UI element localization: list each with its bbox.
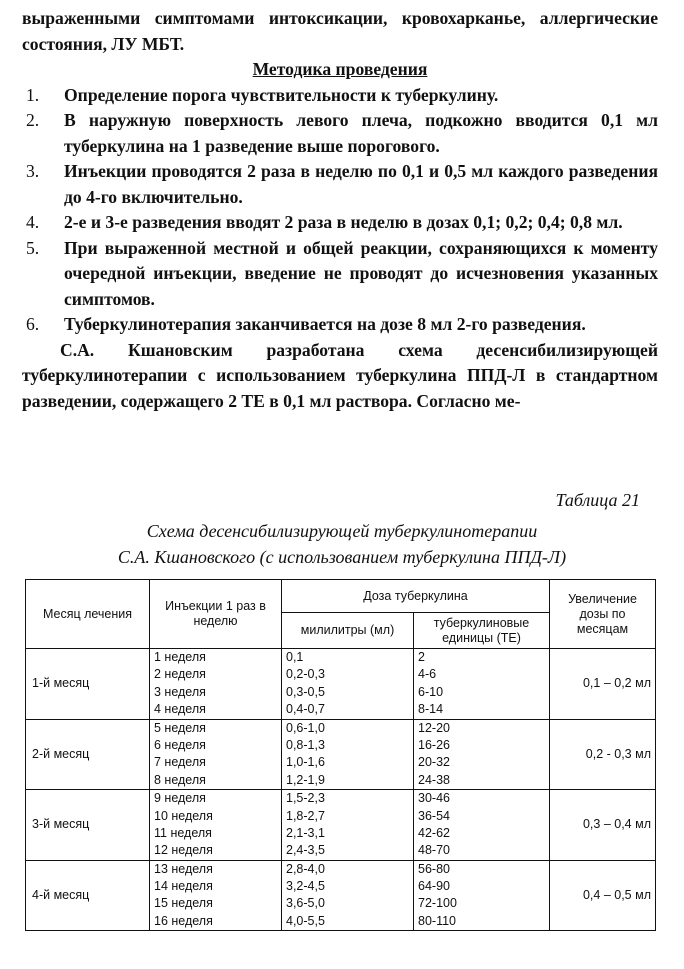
header-month: Месяц лечения <box>26 580 150 649</box>
header-te: туберкулиновые единицы (ТЕ) <box>414 613 550 649</box>
weeks-value: 15 неделя <box>154 896 213 911</box>
increase-cell: 0,2 - 0,3 мл <box>550 719 656 790</box>
weeks-value: 2 неделя <box>154 667 206 682</box>
te-value: 6-10 <box>418 684 444 699</box>
ml-value: 2,1-3,1 <box>286 825 325 840</box>
te-value: 64-90 <box>418 879 450 894</box>
list-item <box>22 210 658 236</box>
weeks-value: 6 неделя <box>154 737 206 752</box>
te-value: 12-20 <box>418 720 450 735</box>
increase-cell: 0,4 – 0,5 мл <box>550 860 656 931</box>
list-text: Инъекции проводятся 2 раза в неделю по 0,1 и 0,5 мл каждого разведения до 4-го включительно. <box>64 161 658 207</box>
month-cell: 2-й месяц <box>26 719 150 790</box>
weeks-value: 13 неделя <box>154 861 213 876</box>
ml-value: 1,8-2,7 <box>286 808 325 823</box>
intro-text: выраженными симптомами интоксикации, кровохарканье, аллергические состояния, ЛУ МБТ. <box>22 8 658 54</box>
header-injections: Инъекции 1 раз в неделю <box>150 580 282 649</box>
ml-value: 1,2-1,9 <box>286 772 325 787</box>
list-number: 4. <box>26 212 40 232</box>
te-cell <box>414 790 550 861</box>
list-number: 2. <box>26 110 40 130</box>
ml-value: 0,4-0,7 <box>286 702 325 717</box>
closing-paragraph: С.А. Кшановским разработана схема десенсибилизирующей туберкулинотерапии с использованием туберкулина ППД-Л в стандартном разведении, содержащего 2 ТЕ в 0,1 мл раствора. Согласно ме- <box>22 339 658 411</box>
ml-value: 3,2-4,5 <box>286 879 325 894</box>
te-value: 4-6 <box>418 667 437 682</box>
list-text: В наружную поверхность левого плеча, подкожно вводится 0,1 мл туберкулина на 1 разведение выше порогового. <box>64 110 658 156</box>
ml-value: 2,8-4,0 <box>286 861 325 876</box>
weeks-cell <box>150 860 282 931</box>
month-cell: 4-й месяц <box>26 860 150 931</box>
dosage-table <box>25 579 656 931</box>
list-item <box>22 312 658 338</box>
list-number: 1. <box>26 84 40 105</box>
te-value: 48-70 <box>418 843 450 858</box>
ml-value: 1,5-2,3 <box>286 791 325 806</box>
ml-value: 0,8-1,3 <box>286 737 325 752</box>
list-number: 5. <box>26 237 40 258</box>
table-caption-line-2: С.А. Кшановского (с использованием туберкулина ППД-Л) <box>117 547 567 567</box>
weeks-cell <box>150 719 282 790</box>
table-row <box>26 649 656 720</box>
te-value: 72-100 <box>418 896 457 911</box>
weeks-value: 5 неделя <box>154 720 206 735</box>
te-value: 8-14 <box>418 702 444 717</box>
te-value: 16-26 <box>418 737 450 752</box>
weeks-value: 7 неделя <box>154 755 206 770</box>
month-cell: 1-й месяц <box>26 649 150 720</box>
weeks-value: 16 неделя <box>154 913 213 928</box>
ml-cell <box>282 649 414 720</box>
ml-value: 0,1 <box>286 650 304 664</box>
list-number: 3. <box>26 161 40 181</box>
weeks-value: 8 неделя <box>154 772 206 787</box>
weeks-cell <box>150 790 282 861</box>
te-value: 36-54 <box>418 808 450 823</box>
method-heading: Методика проведения <box>252 59 428 79</box>
weeks-value: 3 неделя <box>154 684 206 699</box>
weeks-value: 10 неделя <box>154 808 213 823</box>
table-row <box>26 860 656 931</box>
te-value: 80-110 <box>418 913 456 928</box>
list-text: Определение порога чувствительности к туберкулину. <box>64 84 499 105</box>
ml-value: 0,6-1,0 <box>286 720 325 735</box>
table-caption-line-1: Схема десенсибилизирующей туберкулинотерапии <box>146 521 538 541</box>
list-text: При выраженной местной и общей реакции, сохраняющихся к моменту очередной инъекции, введение не проводят до исчезновения указанных симптомов. <box>64 237 658 309</box>
list-item <box>22 236 658 313</box>
weeks-value: 14 неделя <box>154 879 213 894</box>
table-label: Таблица 21 <box>555 490 640 510</box>
ml-value: 0,3-0,5 <box>286 684 325 699</box>
method-list <box>22 83 658 338</box>
increase-cell: 0,1 – 0,2 мл <box>550 649 656 720</box>
list-item <box>22 83 658 109</box>
list-text: Туберкулинотерапия заканчивается на дозе 8 мл 2-го разведения. <box>64 314 586 334</box>
table-row <box>26 719 656 790</box>
weeks-value: 11 неделя <box>154 825 212 840</box>
te-value: 24-38 <box>418 772 450 787</box>
te-value: 56-80 <box>418 861 450 876</box>
header-dose: Доза туберкулина <box>282 580 550 613</box>
weeks-value: 9 неделя <box>154 791 206 806</box>
ml-cell <box>282 790 414 861</box>
te-value: 42-62 <box>418 825 450 840</box>
te-cell <box>414 649 550 720</box>
header-increase: Увеличение дозы по месяцам <box>550 580 656 649</box>
ml-value: 1,0-1,6 <box>286 755 325 770</box>
list-item <box>22 159 658 210</box>
te-cell <box>414 719 550 790</box>
te-cell <box>414 860 550 931</box>
weeks-cell <box>150 649 282 720</box>
te-value: 20-32 <box>418 755 450 770</box>
table-row <box>26 790 656 861</box>
ml-value: 0,2-0,3 <box>286 667 325 682</box>
weeks-value: 12 неделя <box>154 843 213 858</box>
weeks-value: 4 неделя <box>154 702 206 717</box>
list-number: 6. <box>26 314 40 334</box>
te-value: 30-46 <box>418 791 450 806</box>
increase-cell: 0,3 – 0,4 мл <box>550 790 656 861</box>
ml-cell <box>282 860 414 931</box>
weeks-value: 1 неделя <box>154 650 206 664</box>
list-text: 2-е и 3-е разведения вводят 2 раза в неделю в дозах 0,1; 0,2; 0,4; 0,8 мл. <box>64 212 623 232</box>
month-cell: 3-й месяц <box>26 790 150 861</box>
ml-cell <box>282 719 414 790</box>
body-text <box>22 6 658 414</box>
header-ml: милилитры (мл) <box>282 613 414 649</box>
ml-value: 3,6-5,0 <box>286 896 325 911</box>
list-item <box>22 108 658 159</box>
ml-value: 4,0-5,5 <box>286 913 325 928</box>
te-value: 2 <box>418 650 425 664</box>
ml-value: 2,4-3,5 <box>286 843 325 858</box>
